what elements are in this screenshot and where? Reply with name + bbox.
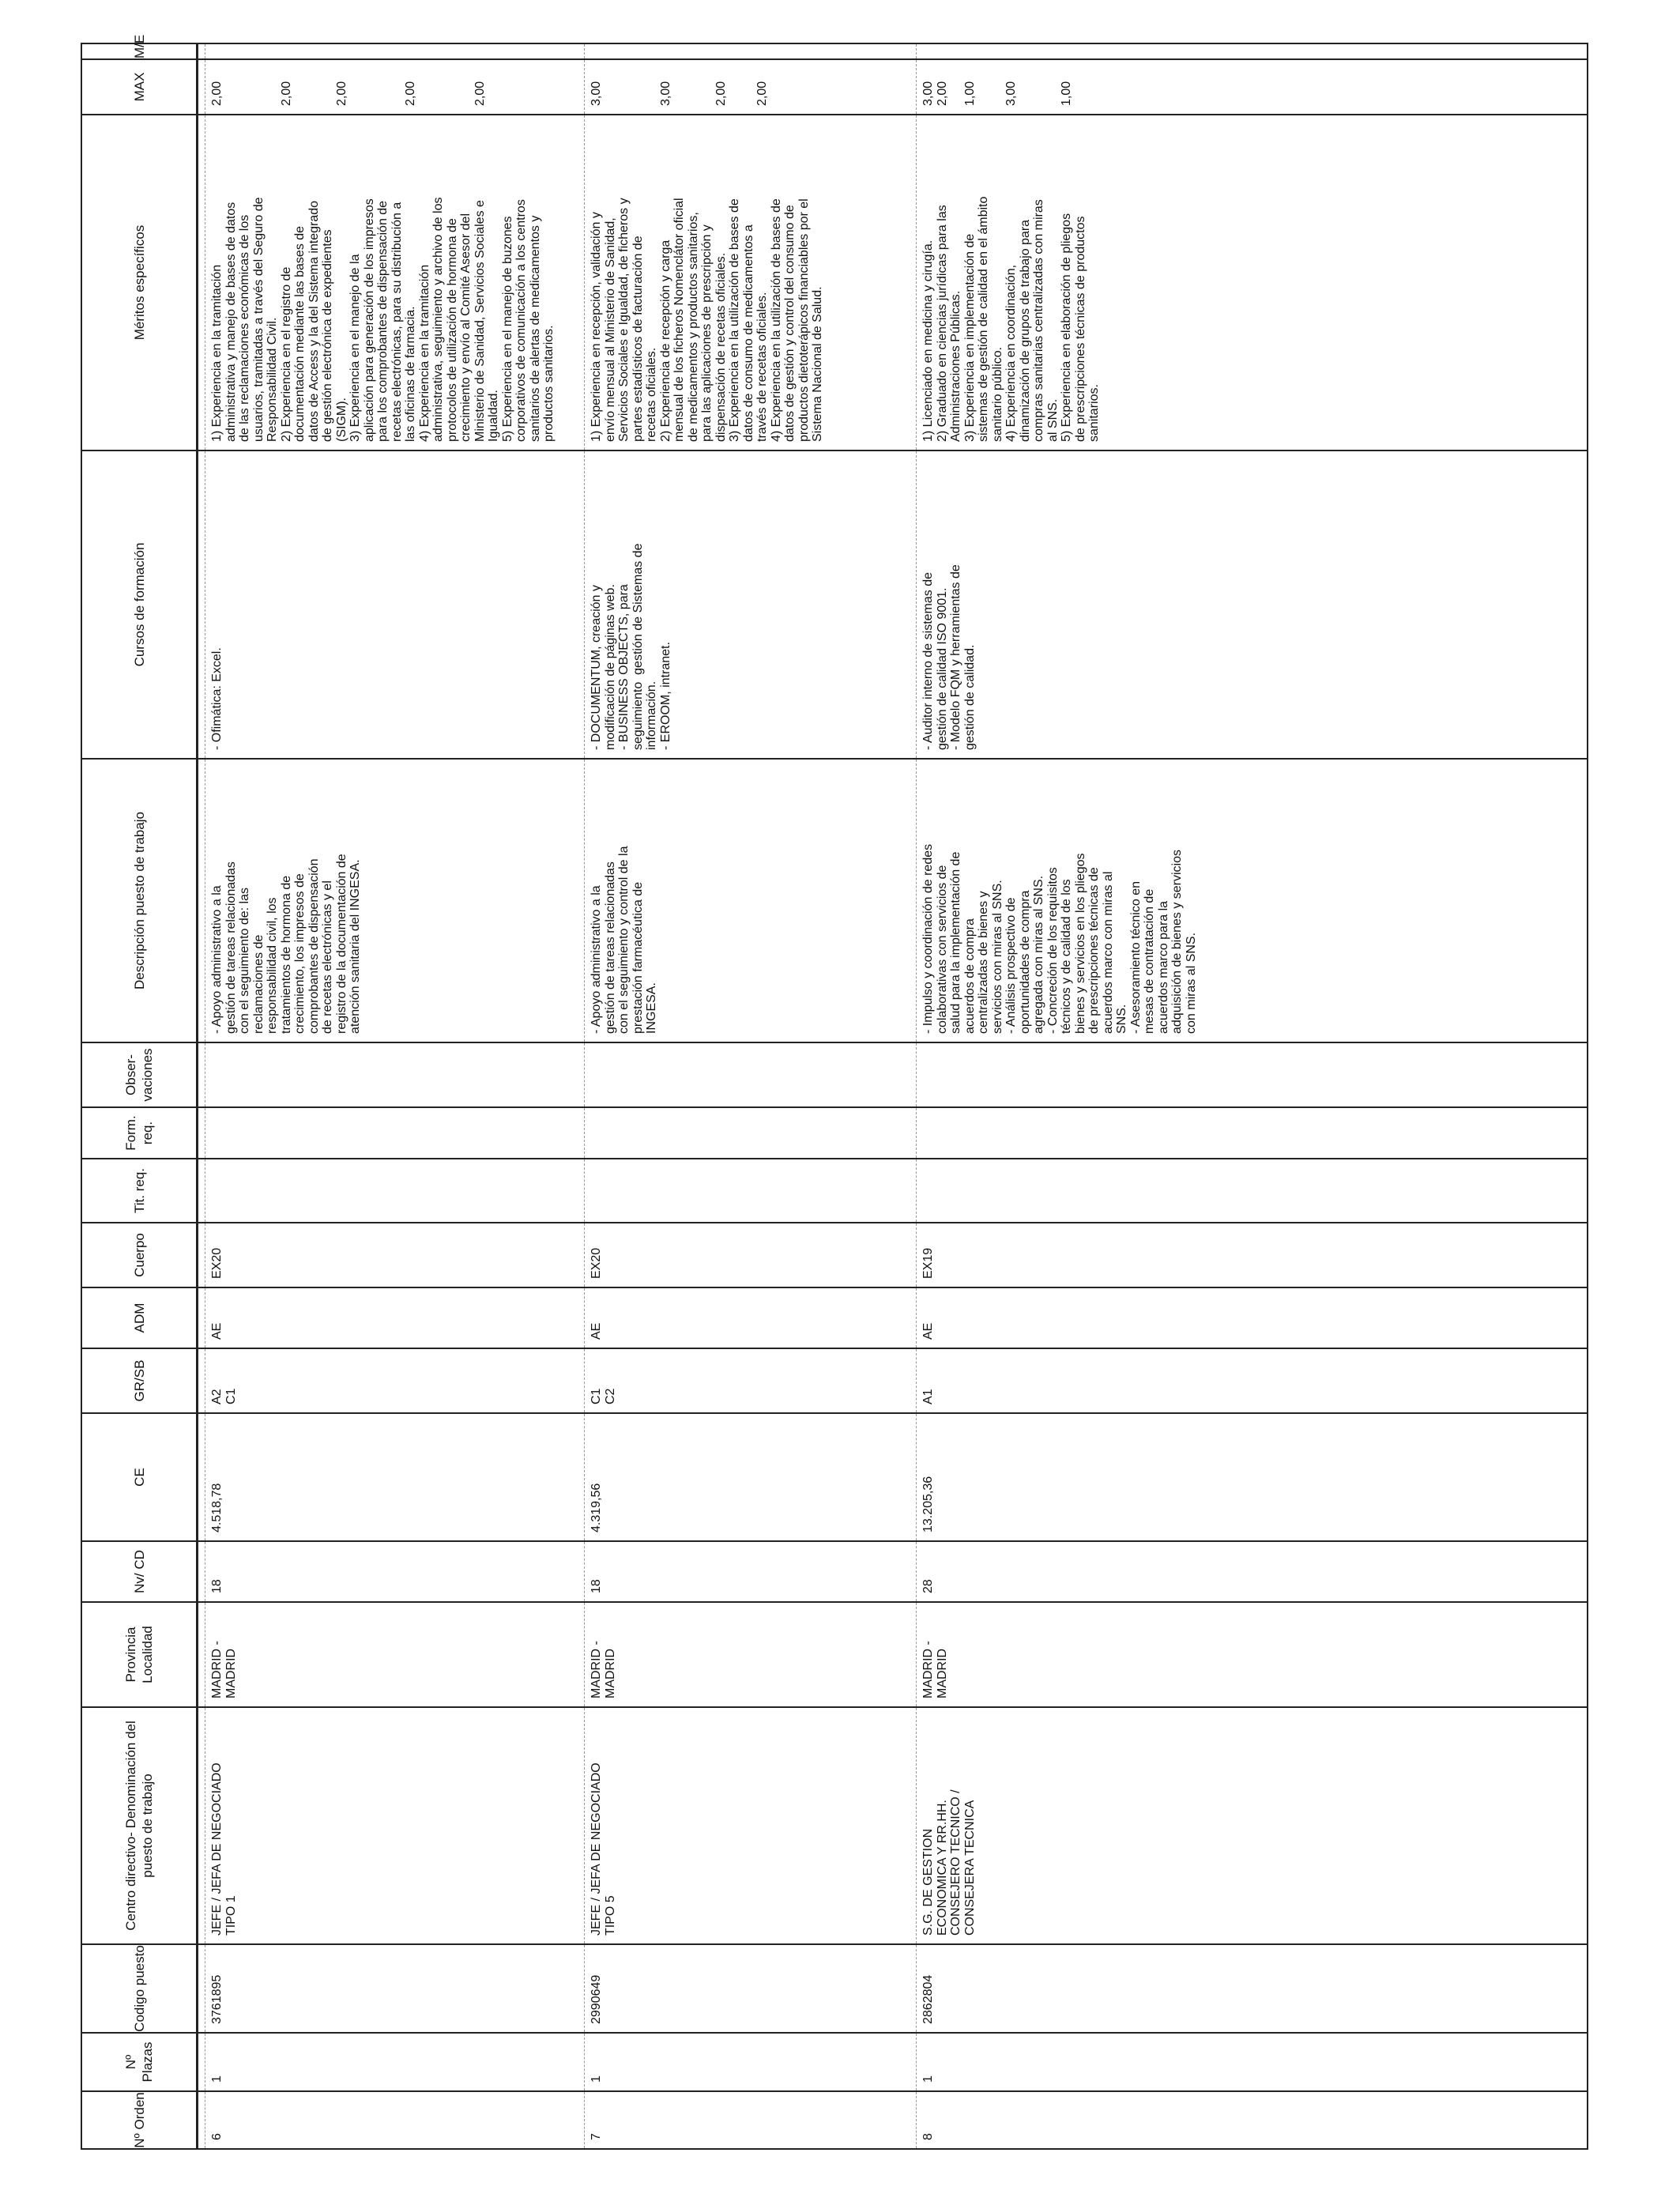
cell-codigo: 2990649 [585, 1944, 917, 2033]
cell-orden: 8 [917, 2091, 1588, 2149]
cell-orden: 7 [585, 2091, 917, 2149]
cell-descripcion: - Impulso y coordinación de redes colaborativas con servicios de salud para la implementación de acuerdos de compra centralizadas de bienes y servicios con miras al SNS. - Análisis prospectivo de oportunidades de compra agregada con miras al SNS. - Concreción de los requisitos técnicos y de calidad de los bienes y servicios en los pliegos de prescripciones técnicas de acuerdos marco con miras al SNS. - Asesoramiento técnico en mesas de contratación de acuerdos marco para la adquisición de bienes y servicios con miras al SNS. [917, 759, 1588, 1042]
header-provincia: Provincia Localidad [81, 1602, 198, 1707]
cell-plazas: 1 [917, 2033, 1588, 2091]
cell-titulacion [205, 1159, 585, 1223]
table-row [917, 43, 1588, 2149]
table-row [585, 43, 917, 2149]
cell-max: 3,00 3,00 2,00 2,00 [585, 59, 917, 115]
cell-observaciones [917, 1042, 1588, 1107]
cell-nivel: 18 [205, 1541, 585, 1602]
cell-adm: AE [205, 1287, 585, 1348]
cell-ce: 4.319,56 [585, 1413, 917, 1541]
header-adm: ADM [81, 1287, 198, 1348]
cell-cuerpo: EX20 [585, 1223, 917, 1287]
cell-codigo: 2862804 [917, 1944, 1588, 2033]
cell-ce: 13.205,36 [917, 1413, 1588, 1541]
cell-meritos: 1) Experiencia en la tramitación administrativa y manejo de bases de datos de las reclamaciones económicas de los usuarios, tramitadas a través del Seguro de Responsabilidad Civil. 2) Experiencia en el registro de documentación mediante las bases de datos de Access y la del Sistema integrado de gestión electrónica de expedientes (SIGM). 3) Experiencia en el manejo de la aplicación para generación de los impresos para los comprobantes de dispensación de recetas electrónicas, para su distribución a las oficinas de farmacia. 4) Experiencia en la tramitación administrativa, seguimiento y archivo de los protocolos de utilización de hormona de crecimiento y envío al Comité Asesor del Ministerio de Sanidad, Servicios Sociales e Igualdad. 5) Experiencia en el manejo de buzones corporativos de comunicación a los centros sanitarios de alertas de medicamentos y productos sanitarios. [205, 115, 585, 450]
header-max: MAX [81, 59, 198, 115]
cell-titulacion [917, 1159, 1588, 1223]
cell-codigo: 3761895 [205, 1944, 585, 2033]
cell-observaciones [205, 1042, 585, 1107]
cell-cursos: - Ofimática: Excel. [205, 450, 585, 759]
header-me: M/E [81, 43, 198, 59]
cell-adm: AE [917, 1287, 1588, 1348]
header-ce: CE [81, 1413, 198, 1541]
header-plazas: Nº Plazas [81, 2033, 198, 2091]
header-orden: Nº Orden [81, 2091, 198, 2149]
cell-max: 2,00 2,00 2,00 2,00 2,00 [205, 59, 585, 115]
cell-provincia: MADRID - MADRID [585, 1602, 917, 1707]
header-titulacion: Tit. req. [81, 1159, 198, 1223]
cell-titulacion [585, 1159, 917, 1223]
cell-provincia: MADRID - MADRID [205, 1602, 585, 1707]
cell-plazas: 1 [585, 2033, 917, 2091]
header-row [81, 43, 198, 2149]
header-cursos: Cursos de formación [81, 450, 198, 759]
header-centro: Centro directivo- Denominación del puesto de trabajo [81, 1707, 198, 1944]
cell-grupo: C1 C2 [585, 1348, 917, 1413]
cell-formacion [205, 1107, 585, 1159]
cell-adm: AE [585, 1287, 917, 1348]
cell-meritos: 1) Experiencia en recepción, validación y envío mensual al Ministerio de Sanidad, Servicios Sociales e Igualdad, de ficheros y partes estadísticos de facturación de recetas oficiales. 2) Experiencia de recepción y carga mensual de los ficheros Nomenclátor oficial de medicamentos y productos sanitarios, para las aplicaciones de prescripción y dispensación de recetas oficiales. 3) Experiencia en la utilización de bases de datos de consumo de medicamentos a través de recetas oficiales. 4) Experiencia en la utilización de bases de datos de gestión y control del consumo de productos dietoterápicos financiables por el Sistema Nacional de Salud. [585, 115, 917, 450]
cell-cuerpo: EX19 [917, 1223, 1588, 1287]
header-observaciones: Obser- vaciones [81, 1042, 198, 1107]
cell-nivel: 28 [917, 1541, 1588, 1602]
cell-orden: 6 [205, 2091, 585, 2149]
header-grupo: GR/SB [81, 1348, 198, 1413]
cell-centro: JEFE / JEFA DE NEGOCIADO TIPO 5 [585, 1707, 917, 1944]
job-positions-table [81, 34, 1588, 2150]
cell-observaciones [585, 1042, 917, 1107]
cell-descripcion: - Apoyo administrativo a la gestión de tareas relacionadas con el seguimiento y control de la prestación farmacéutica de INGESA. [585, 759, 917, 1042]
cell-nivel: 18 [585, 1541, 917, 1602]
header-descripcion: Descripción puesto de trabajo [81, 759, 198, 1042]
header-cuerpo: Cuerpo [81, 1223, 198, 1287]
cell-formacion [917, 1107, 1588, 1159]
header-formacion: Form. req. [81, 1107, 198, 1159]
cell-grupo: A1 [917, 1348, 1588, 1413]
cell-grupo: A2 C1 [205, 1348, 585, 1413]
header-meritos: Méritos específicos [81, 115, 198, 450]
cell-centro: S.G. DE GESTION ECONOMICA Y RR.HH. CONSEJERO TECNICO / CONSEJERA TECNICA [917, 1707, 1588, 1944]
header-nivel: Nv/ CD [81, 1541, 198, 1602]
cell-ce: 4.518,78 [205, 1413, 585, 1541]
cell-me [585, 43, 917, 59]
cell-me [917, 43, 1588, 59]
cell-provincia: MADRID - MADRID [917, 1602, 1588, 1707]
cell-me [205, 43, 585, 59]
table-row [205, 43, 585, 2149]
cell-max: 3,00 2,00 1,00 3,00 1,00 [917, 59, 1588, 115]
header-codigo: Codigo puesto [81, 1944, 198, 2033]
cell-meritos: 1) Licenciado en medicina y cirugía. 2) Graduado en ciencias jurídicas para las Administraciones Públicas. 3) Experiencia en implementación de sistemas de gestión de calidad en el ámbito sanitario público. 4) Experiencia en coordinación, dinamización de grupos de trabajo para compras sanitarias centralizadas con miras al SNS. 5) Experiencia en elaboración de pliegos de prescripciones técnicas de productos sanitarios. [917, 115, 1588, 450]
cell-cursos: - Auditor interno de sistemas de gestión de calidad ISO 9001. - Modelo FQM y herramientas de gestión de calidad. [917, 450, 1588, 759]
cell-formacion [585, 1107, 917, 1159]
cell-descripcion: - Apoyo administrativo a la gestión de tareas relacionadas con el seguimiento de: las reclamaciones de responsabilidad civil, los tratamientos de hormona de crecimiento, los impresos de comprobantes de dispensación de recetas electrónicas y el registro de la documentación de atención sanitaria del INGESA. [205, 759, 585, 1042]
cell-cursos: - DOCUMENTUM, creación y modificación de páginas web. - BUSINESS OBJECTS, para seguimiento gestión de Sistemas de información. - EROOM, intranet. [585, 450, 917, 759]
cell-cuerpo: EX20 [205, 1223, 585, 1287]
spacer-row [198, 43, 205, 2149]
cell-centro: JEFE / JEFA DE NEGOCIADO TIPO 1 [205, 1707, 585, 1944]
cell-plazas: 1 [205, 2033, 585, 2091]
